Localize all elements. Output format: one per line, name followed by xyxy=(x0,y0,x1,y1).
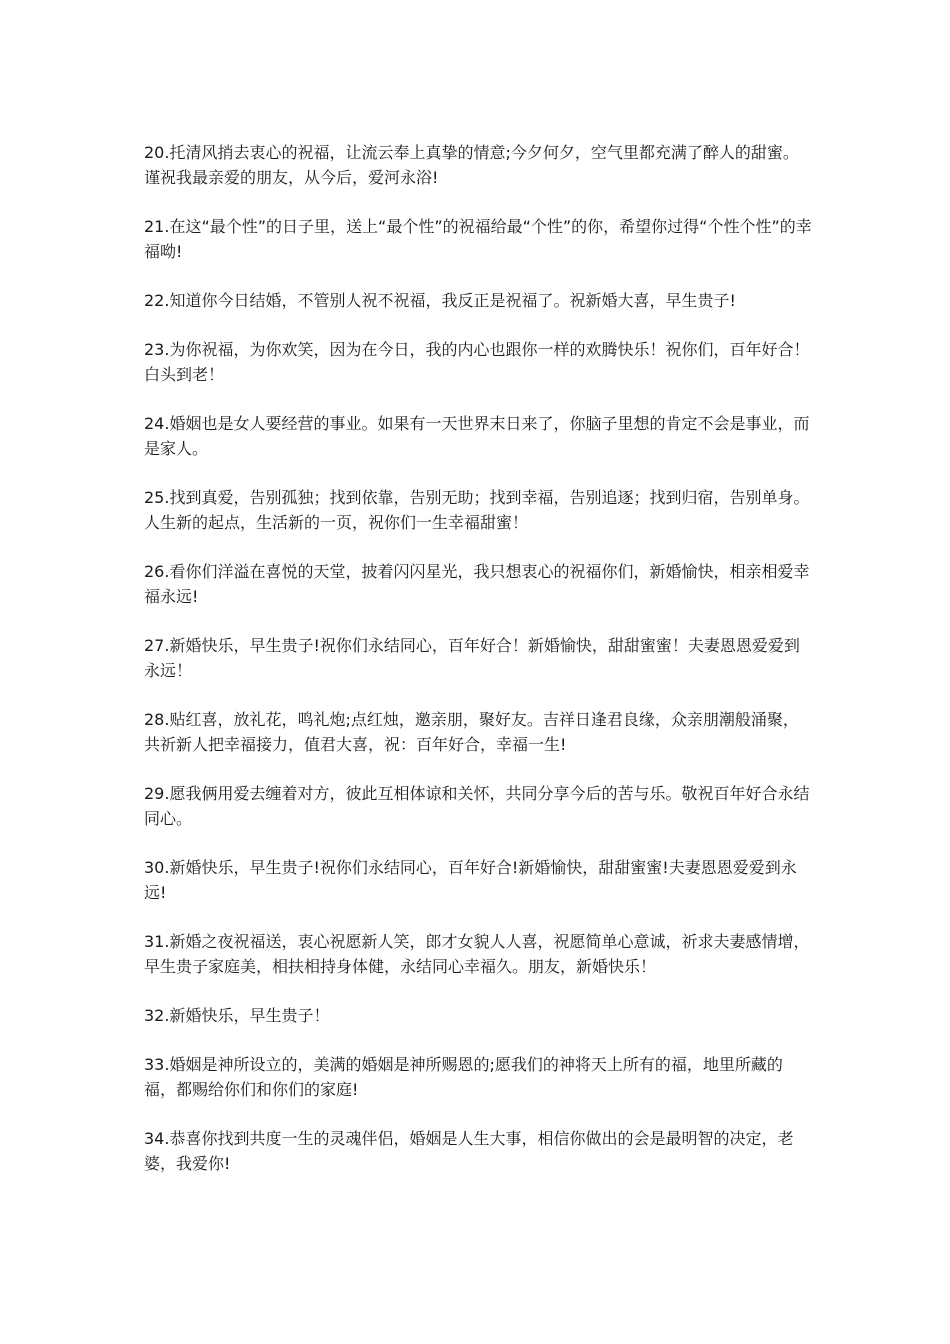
paragraph-27: 27.新婚快乐，早生贵子!祝你们永结同心，百年好合！新婚愉快，甜甜蜜蜜！夫妻恩恩爱爱到永远！ xyxy=(144,636,800,680)
paragraph-26: 26.看你们洋溢在喜悦的天堂，披着闪闪星光，我只想衷心的祝福你们，新婚愉快，相亲相爱幸福永远! xyxy=(144,562,810,606)
paragraph-20: 20.托清风捎去衷心的祝福，让流云奉上真挚的情意;今夕何夕，空气里都充满了醉人的甜蜜。谨祝我最亲爱的朋友，从今后，爱河永浴! xyxy=(144,143,799,187)
paragraph-31: 31.新婚之夜祝福送，衷心祝愿新人笑，郎才女貌人人喜，祝愿简单心意诚，祈求夫妻感情增，早生贵子家庭美，相扶相持身体健，永结同心幸福久。朋友，新婚快乐！ xyxy=(144,932,810,976)
paragraph-21: 21.在这“最个性”的日子里，送上“最个性”的祝福给最“个性”的你，希望你过得“个性个性”的幸福呦! xyxy=(144,217,812,261)
document-body xyxy=(144,140,812,1200)
paragraph-33: 33.婚姻是神所设立的，美满的婚姻是神所赐恩的;愿我们的神将天上所有的福，地里所藏的福，都赐给你们和你们的家庭! xyxy=(144,1055,783,1099)
paragraph-30: 30.新婚快乐，早生贵子!祝你们永结同心，百年好合!新婚愉快，甜甜蜜蜜!夫妻恩恩爱爱到永远! xyxy=(144,858,797,902)
paragraph-22: 22.知道你今日结婚，不管别人祝不祝福，我反正是祝福了。祝新婚大喜，早生贵子! xyxy=(144,291,736,310)
paragraph-28: 28.贴红喜，放礼花，鸣礼炮;点红烛，邀亲朋，聚好友。吉祥日逢君良缘，众亲朋潮般涌聚，共祈新人把幸福接力，值君大喜，祝：百年好合，幸福一生! xyxy=(144,710,799,754)
paragraph-23: 23.为你祝福，为你欢笑，因为在今日，我的内心也跟你一样的欢腾快乐！祝你们，百年好合！白头到老！ xyxy=(144,340,810,384)
paragraph-34: 34.恭喜你找到共度一生的灵魂伴侣，婚姻是人生大事，相信你做出的会是最明智的决定，老婆，我爱你! xyxy=(144,1129,794,1173)
paragraph-25: 25.找到真爱，告别孤独；找到依靠，告别无助；找到幸福，告别追逐；找到归宿，告别单身。人生新的起点，生活新的一页，祝你们一生幸福甜蜜！ xyxy=(144,488,810,532)
paragraph-29: 29.愿我俩用爱去缠着对方，彼此互相体谅和关怀，共同分享今后的苦与乐。敬祝百年好合永结同心。 xyxy=(144,784,810,828)
paragraph-24: 24.婚姻也是女人要经营的事业。如果有一天世界末日来了，你脑子里想的肯定不会是事业，而是家人。 xyxy=(144,414,810,458)
paragraph-32: 32.新婚快乐，早生贵子！ xyxy=(144,1006,330,1025)
